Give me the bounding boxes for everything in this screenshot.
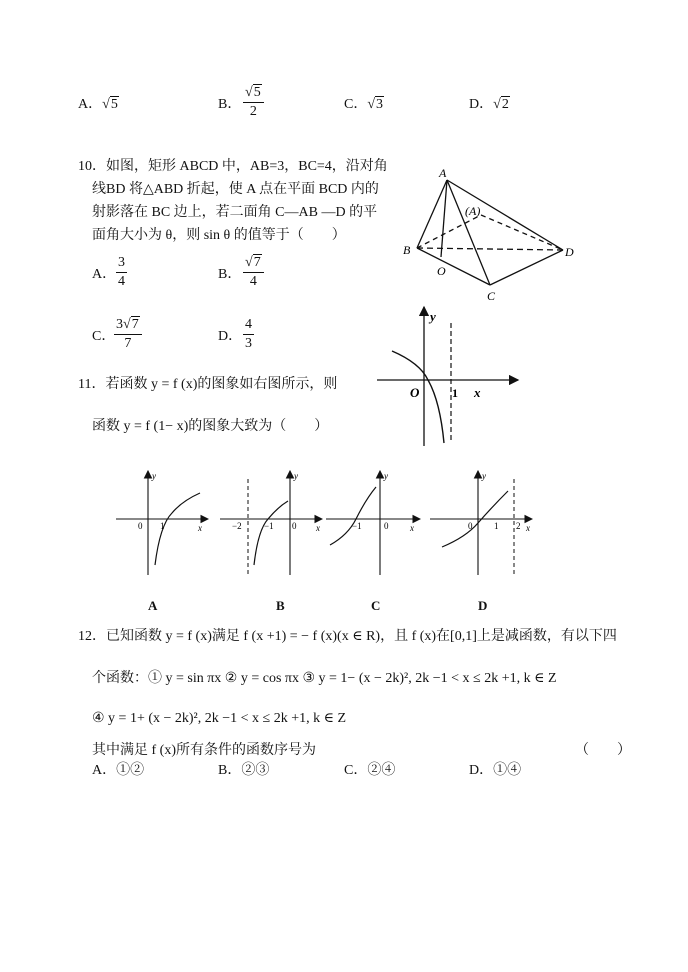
graph-a-x-label: x <box>198 523 202 533</box>
q12-line-3: ④ y = 1+ (x − 2k)², 2k −1 < x ≤ 2k +1, k ∈ Z <box>92 711 347 726</box>
edge-BD <box>417 248 563 250</box>
graph-b-tick-0: −2 <box>232 521 242 531</box>
q9-option-b-label: B． <box>218 97 242 112</box>
label-O: O <box>410 385 420 400</box>
graph-c-tick-1: 0 <box>384 521 389 531</box>
q11-graph-a <box>110 465 210 580</box>
edge-AC <box>447 180 490 285</box>
q11-graph-b-label: B <box>276 598 285 613</box>
q10-pyramid-figure <box>395 160 585 305</box>
graph-a-y-label: y <box>152 471 156 481</box>
label-D: D <box>565 245 574 259</box>
q9-option-a: A．√5 <box>78 97 118 112</box>
graph-d-x-label: x <box>526 523 530 533</box>
label-x: x <box>474 385 481 400</box>
label-C: C <box>487 289 496 303</box>
q10-option-c-fraction: $\frac{3√7}{7}$ <box>114 316 142 353</box>
q10-option-a-label: A． <box>92 267 117 282</box>
label-A: A <box>439 166 447 180</box>
q10-line-2: 线BD 将△ABD 折起，使 A 点在平面 BCD 内的 <box>92 182 379 197</box>
q9-option-d: D．√2 <box>469 97 509 112</box>
graph-d-tick-0: 0 <box>468 521 473 531</box>
q11-graph-a-label: A <box>148 598 158 613</box>
graph-c-curve <box>330 487 376 545</box>
graph-a-tick-0: 0 <box>138 521 143 531</box>
q11-graph-d <box>428 465 536 580</box>
label-A-prime: (A) <box>465 204 481 218</box>
q10-option-b-fraction: $\frac{√7}{4}$ <box>243 254 264 291</box>
graph-c-x-label: x <box>410 523 414 533</box>
graph-a-tick-1: 1 <box>160 521 165 531</box>
q9-a-value: 5 <box>110 97 118 112</box>
edge-CD <box>490 250 563 285</box>
q9-option-b-fraction: $\frac{√5}{2}$ <box>243 84 264 121</box>
q9-option-c: C．√3 <box>344 97 384 112</box>
q11-graph-c-label: C <box>371 598 381 613</box>
graph-b-tick-2: 0 <box>292 521 297 531</box>
label-y: y <box>430 309 436 324</box>
edge-BC <box>417 248 490 285</box>
graph-d-tick-1: 1 <box>494 521 499 531</box>
graph-b-tick-1: −1 <box>264 521 274 531</box>
graph-b-curve <box>254 501 288 565</box>
q10-option-c-label: C． <box>92 329 116 344</box>
q11-graph-c <box>324 465 424 580</box>
q9-c-value: 3 <box>376 97 384 112</box>
q10-option-d-fraction: $\frac{4}{3}$ <box>245 317 252 351</box>
graph-b-y-label: y <box>294 471 298 481</box>
edge-B-Aprime <box>417 215 481 248</box>
label-O: O <box>437 264 446 278</box>
q12-answer-paren: （ ） <box>575 743 631 758</box>
q10-option-a-fraction: $\frac{3}{4}$ <box>118 255 125 289</box>
label-B: B <box>403 243 411 257</box>
q12-line-1: 12．已知函数 y = f (x)满足 f (x +1) = − f (x)(x ∈ R)，且 f (x)在[0,1]上是减函数，有以下四 <box>78 629 617 644</box>
q11-line-1: 11．若函数 y = f (x)的图象如右图所示，则 <box>78 377 338 392</box>
q10-line-3: 射影落在 BC 边上，若二面角 C—AB —D 的平 <box>92 205 378 220</box>
q11-graph-d-label: D <box>478 598 488 613</box>
q10-option-b-label: B． <box>218 267 242 282</box>
q9-d-value: 2 <box>501 97 509 112</box>
edge-Aprime-D <box>481 215 563 250</box>
q10-line-1: 10．如图，矩形 ABCD 中，AB=3，BC=4，沿对角 <box>78 159 388 174</box>
q12-option-c: C．②④ <box>344 763 396 778</box>
graph-c-tick-0: −1 <box>352 521 362 531</box>
q12-option-d: D．①④ <box>469 763 522 778</box>
q11-graph-b <box>216 465 326 580</box>
q12-line-4: 其中满足 f (x)所有条件的函数序号为 <box>92 743 316 758</box>
q11-function-graph <box>372 303 522 448</box>
q12-option-b: B．②③ <box>218 763 270 778</box>
q12-option-a: A．①② <box>92 763 145 778</box>
label-one: 1 <box>452 386 458 400</box>
graph-d-y-label: y <box>482 471 486 481</box>
graph-d-tick-2: 2 <box>516 521 521 531</box>
q10-option-d-label: D． <box>218 329 243 344</box>
graph-c-y-label: y <box>384 471 388 481</box>
graph-b-x-label: x <box>316 523 320 533</box>
q10-line-4: 面角大小为 θ，则 sin θ 的值等于（ ） <box>92 228 346 243</box>
q12-line-2: 个函数：① y = sin πx ② y = cos πx ③ y = 1− (x − 2k)², 2k −1 < x ≤ 2k +1, k ∈ Z <box>92 671 557 686</box>
q11-line-2: 函数 y = f (1− x)的图象大致为（ ） <box>92 419 329 434</box>
